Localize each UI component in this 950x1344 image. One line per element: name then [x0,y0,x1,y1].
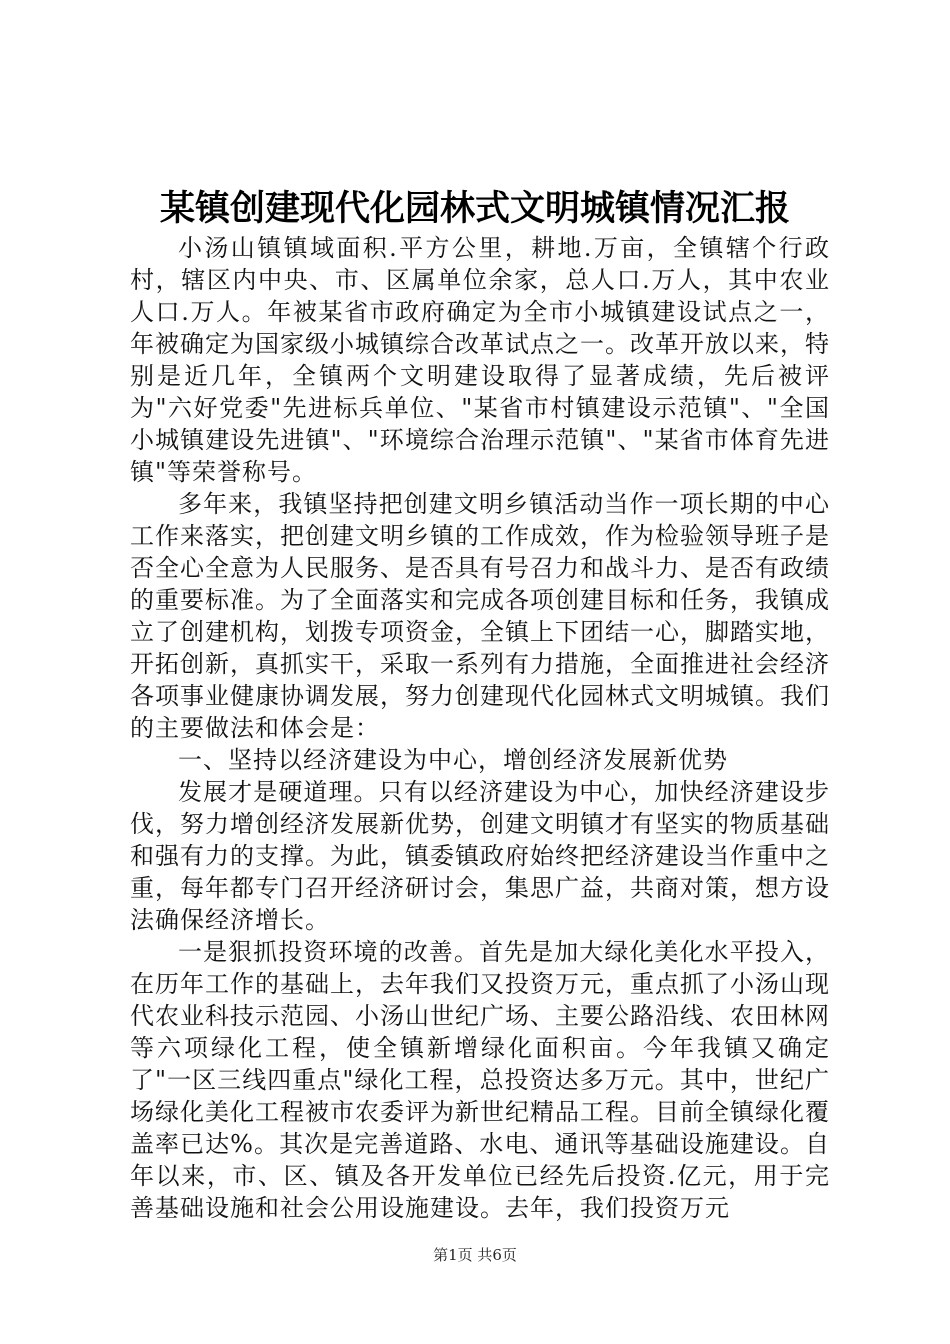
paragraph-investment: 一是狠抓投资环境的改善。首先是加大绿化美化水平投入，在历年工作的基础上，去年我们又投资万元，重点抓了小汤山现代农业科技示范园、小汤山世纪广场、主要公路沿线、农田林网等六项绿化工程，使全镇新增绿化面积亩。今年我镇又确定了"一区三线四重点"绿化工程，总投资达多万元。其中，世纪广场绿化美化工程被市农委评为新世纪精品工程。目前全镇绿化覆盖率已达%。其次是完善道路、水电、通讯等基础设施建设。自年以来，市、区、镇及各开发单位已经先后投资.亿元，用于完善基础设施和社会公用设施建设。去年，我们投资万元 [130,938,830,1222]
paragraph-development: 发展才是硬道理。只有以经济建设为中心，加快经济建设步伐，努力增创经济发展新优势，创建文明镇才有坚实的物质基础和强有力的支撑。为此，镇委镇政府始终把经济建设当作重中之重，每年都专门召开经济研讨会，集思广益，共商对策，想方设法确保经济增长。 [130,778,830,934]
paragraph-overview: 多年来，我镇坚持把创建文明乡镇活动当作一项长期的中心工作来落实，把创建文明乡镇的工作成效，作为检验领导班子是否全心全意为人民服务、是否具有号召力和战斗力、是否有政绩的重要标准。为了全面落实和完成各项创建目标和任务，我镇成立了创建机构，划拨专项资金，全镇上下团结一心，脚踏实地，开拓创新，真抓实干，采取一系列有力措施，全面推进社会经济各项事业健康协调发展，努力创建现代化园林式文明城镇。我们的主要做法和体会是： [130,490,830,742]
paragraph-intro: 小汤山镇镇域面积.平方公里，耕地.万亩，全镇辖个行政村，辖区内中央、市、区属单位余家，总人口.万人，其中农业人口.万人。年被某省市政府确定为全市小城镇建设试点之一，年被确定为国家级小城镇综合改革试点之一。改革开放以来，特别是近几年，全镇两个文明建设取得了显著成绩，先后被评为"六好党委"先进标兵单位、"某省市村镇建设示范镇"、"全国小城镇建设先进镇"、"环境综合治理示范镇"、"某省市体育先进镇"等荣誉称号。 [130,234,830,486]
section-heading-economy: 一、坚持以经济建设为中心，增创经济发展新优势 [178,746,728,774]
document-body [130,232,830,1224]
document-title: 某镇创建现代化园林式文明城镇情况汇报 [159,188,790,229]
page-footer: 第1页 共6页 [433,1246,517,1264]
